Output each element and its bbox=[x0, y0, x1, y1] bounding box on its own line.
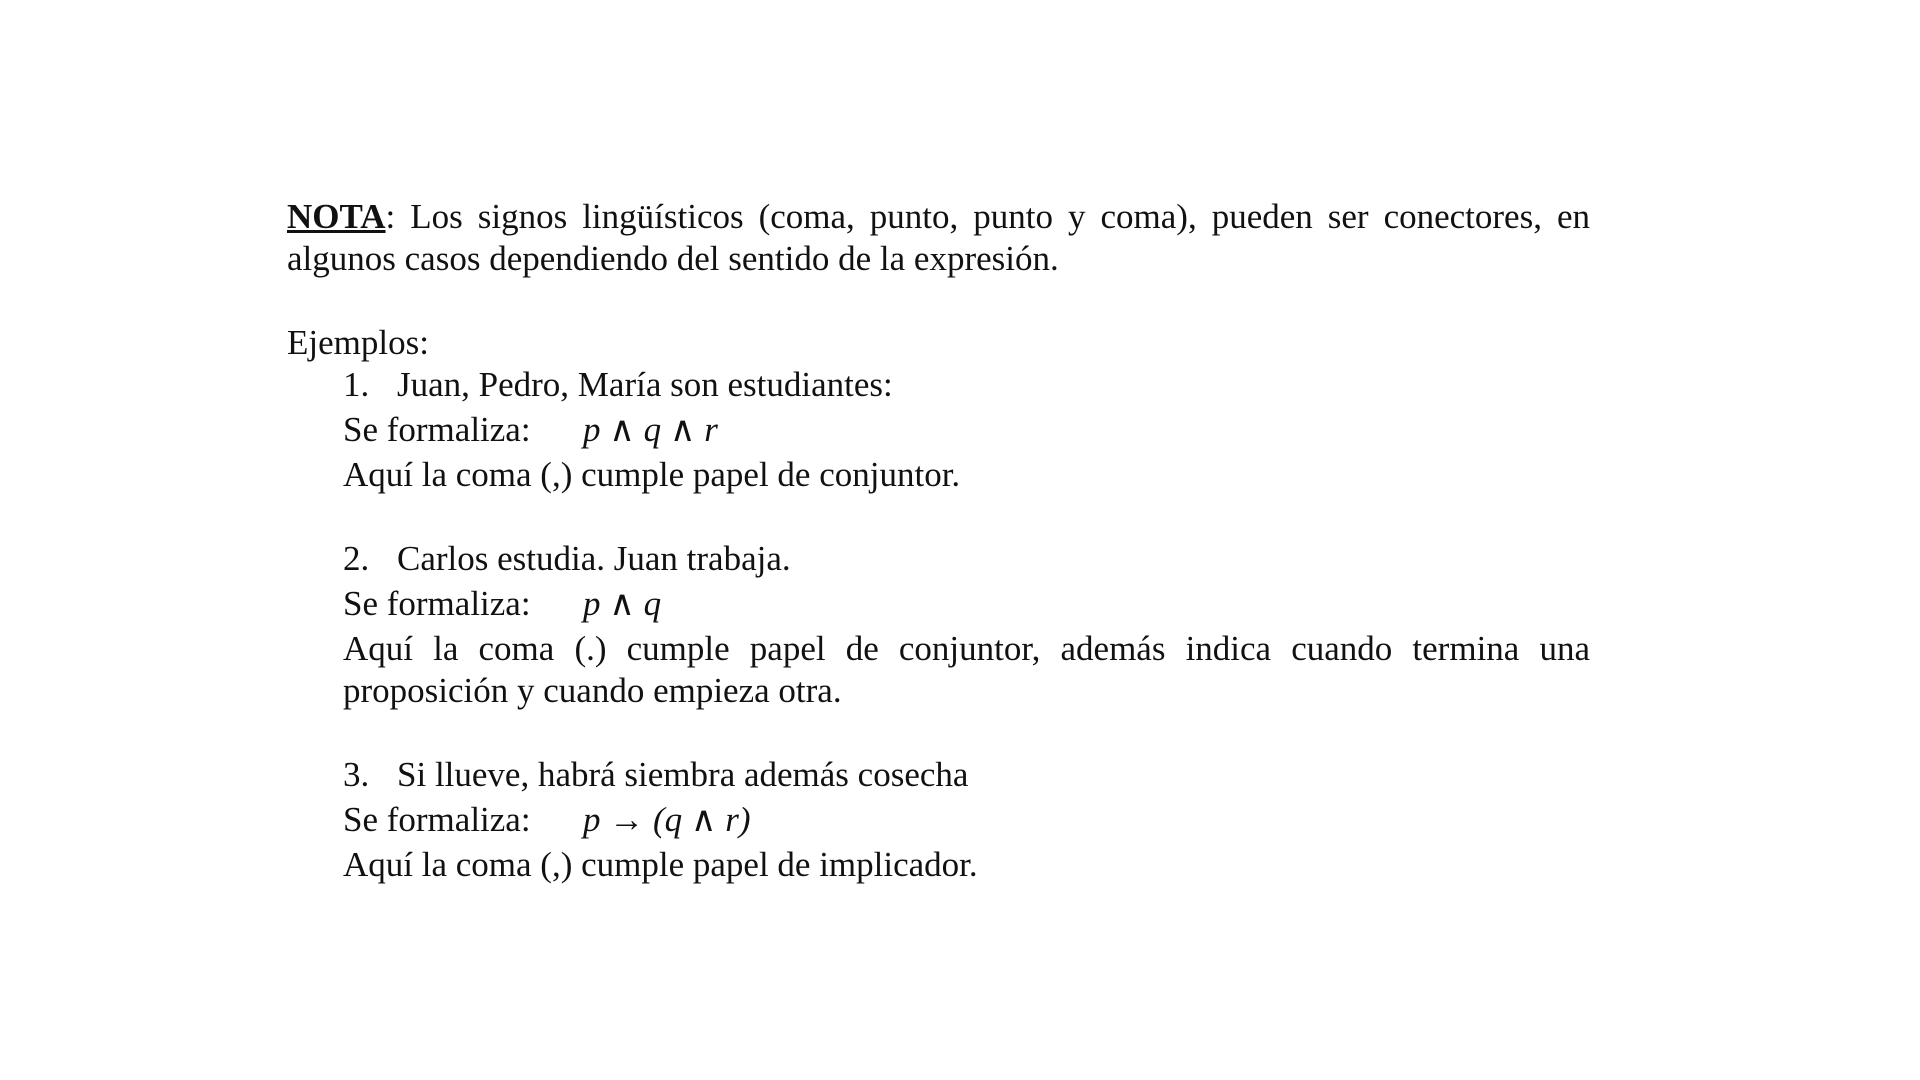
example-number: 2. bbox=[343, 539, 370, 578]
examples-heading: Ejemplos: bbox=[287, 323, 429, 362]
document-content bbox=[287, 196, 1590, 886]
example-comment: Aquí la coma (,) cumple papel de conjuntor. bbox=[343, 455, 961, 494]
example-comment: Aquí la coma (,) cumple papel de implicador. bbox=[343, 845, 978, 884]
formula: p ∧ q ∧ r bbox=[583, 410, 718, 449]
note-label: NOTA bbox=[287, 197, 386, 236]
formula: p → (q ∧ r) bbox=[583, 800, 751, 839]
example-comment: Aquí la coma (.) cumple papel de conjuntor, además indica cuando termina una proposición y cuando empieza otra. bbox=[343, 629, 1590, 710]
note-paragraph bbox=[287, 196, 1590, 280]
example-3 bbox=[343, 754, 1590, 886]
example-2 bbox=[343, 538, 1590, 712]
example-1 bbox=[343, 364, 1590, 496]
example-sentence: Juan, Pedro, María son estudiantes: bbox=[397, 365, 893, 404]
formalize-label: Se formaliza: bbox=[343, 800, 531, 839]
note-text: : Los signos lingüísticos (coma, punto, punto y coma), pueden ser conectores, en algunos casos dependiendo del sentido de la expresión. bbox=[287, 197, 1590, 278]
example-sentence: Si llueve, habrá siembra además cosecha bbox=[397, 755, 969, 794]
example-sentence: Carlos estudia. Juan trabaja. bbox=[397, 539, 791, 578]
formalize-label: Se formaliza: bbox=[343, 410, 531, 449]
formula: p ∧ q bbox=[583, 584, 662, 623]
example-number: 1. bbox=[343, 365, 370, 404]
formalize-label: Se formaliza: bbox=[343, 584, 531, 623]
example-number: 3. bbox=[343, 755, 370, 794]
